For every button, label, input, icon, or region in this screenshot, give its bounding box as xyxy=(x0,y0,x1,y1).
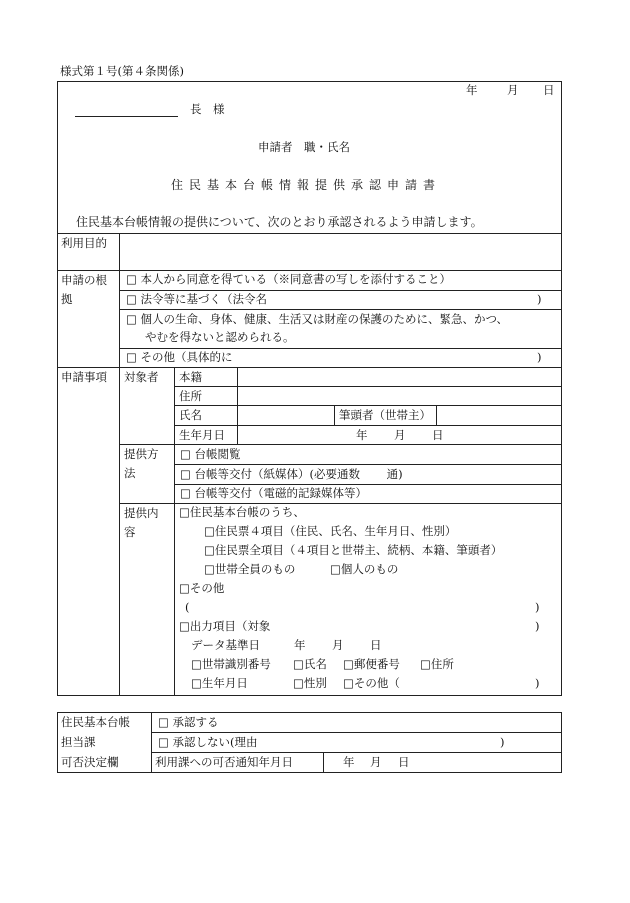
decision-label-3: 可否決定欄 xyxy=(61,755,119,769)
content-label: 提供内 xyxy=(124,506,159,520)
notify-date-label: 利用課への可否通知年月日 xyxy=(155,755,293,769)
addressee-line[interactable] xyxy=(75,116,178,117)
address-label: 住所 xyxy=(179,389,202,403)
content-label-2: 容 xyxy=(124,525,136,539)
notify-month-label: 月 xyxy=(370,755,382,769)
ground-other-option[interactable]: □ その他（具体的に xyxy=(126,350,233,364)
method-label-2: 法 xyxy=(124,466,136,480)
notify-year-label: 年 xyxy=(343,755,355,769)
address-field[interactable] xyxy=(238,387,560,405)
birth-month-label: 月 xyxy=(394,428,406,442)
data-date-day-label: 日 xyxy=(370,638,382,652)
data-date-year-label: 年 xyxy=(294,638,306,652)
date-month-label: 月 xyxy=(507,83,519,97)
intro-text: 住民基本台帳情報の提供について、次のとおり承認されるよう申請します。 xyxy=(76,215,483,229)
content-other-field[interactable] xyxy=(195,600,525,616)
date-year-label: 年 xyxy=(466,83,478,97)
date-day-label: 日 xyxy=(543,83,555,97)
name-label: 氏名 xyxy=(179,408,202,422)
grounds-label-2: 拠 xyxy=(61,292,73,306)
content-all-items-option[interactable]: □住民票全項目（４項目と世帯主、続柄、本籍、筆頭者） xyxy=(204,543,503,557)
addressee-suffix: 長 様 xyxy=(190,102,225,116)
reject-close: ) xyxy=(500,735,505,749)
head-of-household-field[interactable] xyxy=(437,406,560,424)
content-output-option[interactable]: □出力項目（対象 xyxy=(179,619,271,633)
ground-law-close: ) xyxy=(537,292,542,306)
content-basic-option[interactable]: □住民基本台帳のうち、 xyxy=(179,505,305,519)
grounds-label: 申請の根 xyxy=(61,273,107,287)
field-name-option[interactable]: □氏名 xyxy=(293,657,327,671)
method-electronic-option[interactable]: □ 台帳等交付（電磁的記録媒体等） xyxy=(180,486,368,500)
content-other-paren-open: ( xyxy=(185,600,190,614)
ground-emergency-option[interactable]: □ 個人の生命、身体、健康、生活又は財産の保護のために、緊急、かつ、 xyxy=(126,312,509,326)
purpose-label: 利用目的 xyxy=(61,236,107,250)
field-household-id-option[interactable]: □世帯識別番号 xyxy=(191,657,271,671)
method-paper-option[interactable]: □ 台帳等交付（紙媒体）(必要通数 通) xyxy=(180,467,403,481)
birth-label: 生年月日 xyxy=(179,428,225,442)
honseki-field[interactable] xyxy=(238,368,560,386)
ground-other-close: ) xyxy=(537,350,542,364)
ground-consent-option[interactable]: □ 本人から同意を得ている（※同意書の写しを添付すること） xyxy=(126,272,452,286)
birth-day-label: 日 xyxy=(432,428,444,442)
method-viewing-option[interactable]: □ 台帳閲覧 xyxy=(180,447,241,461)
field-address-option[interactable]: □住所 xyxy=(420,657,454,671)
head-of-household-label: 筆頭者（世帯主） xyxy=(339,408,431,422)
approve-option[interactable]: □ 承認する xyxy=(158,715,219,729)
form-number: 様式第１号(第４条関係) xyxy=(60,64,184,78)
field-postal-option[interactable]: □郵便番号 xyxy=(343,657,400,671)
content-all-members-option[interactable]: □世帯全員のもの xyxy=(204,562,296,576)
notify-day-label: 日 xyxy=(398,755,410,769)
matters-label: 申請事項 xyxy=(61,370,107,384)
birth-year-label: 年 xyxy=(356,428,368,442)
method-label: 提供方 xyxy=(124,447,159,461)
name-field[interactable] xyxy=(238,406,333,424)
field-other-close: ) xyxy=(535,676,540,690)
reject-option[interactable]: □ 承認しない(理由 xyxy=(158,735,258,749)
decision-label-2: 担当課 xyxy=(61,735,96,749)
content-output-close: ) xyxy=(535,619,540,633)
field-other-option[interactable]: □その他（ xyxy=(343,676,400,690)
data-date-month-label: 月 xyxy=(332,638,344,652)
content-individual-option[interactable]: □個人のもの xyxy=(330,562,399,576)
subject-label: 対象者 xyxy=(124,370,159,384)
form-title: 住民基本台帳情報提供承認申請書 xyxy=(171,178,442,192)
field-birth-option[interactable]: □生年月日 xyxy=(191,676,248,690)
data-date-label: データ基準日 xyxy=(191,638,260,652)
decision-label-1: 住民基本台帳 xyxy=(61,715,130,729)
purpose-field[interactable] xyxy=(120,234,560,270)
applicant-label: 申請者 職・氏名 xyxy=(258,140,350,154)
content-other-paren-close: ) xyxy=(535,600,540,614)
honseki-label: 本籍 xyxy=(179,370,202,384)
ground-emergency-option-2: やむを得ないと認められる。 xyxy=(145,330,295,344)
ground-law-option[interactable]: □ 法令等に基づく（法令名 xyxy=(126,292,268,306)
content-four-items-option[interactable]: □住民票４項目（住民、氏名、生年月日、性別） xyxy=(204,524,457,538)
field-sex-option[interactable]: □性別 xyxy=(293,676,327,690)
content-other-option[interactable]: □その他 xyxy=(179,581,225,595)
